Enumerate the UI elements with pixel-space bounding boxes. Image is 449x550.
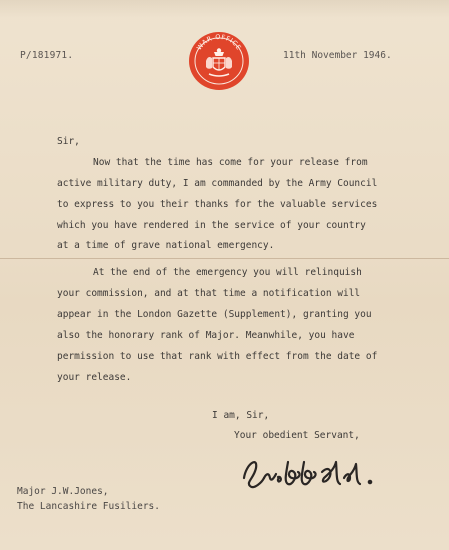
handwritten-signature <box>236 448 386 496</box>
reference-number: P/181971. <box>20 50 74 61</box>
letter-date: 11th November 1946. <box>283 50 392 61</box>
war-office-seal <box>187 30 251 92</box>
paragraph-1-line: which you have rendered in the service of your country <box>57 220 366 231</box>
recipient-name: Major J.W.Jones, <box>17 486 109 497</box>
recipient-unit: The Lancashire Fusiliers. <box>17 501 160 512</box>
seal-text: WAR OFFICE <box>195 32 243 52</box>
paragraph-1-line: active military duty, I am commanded by the Army Council <box>57 178 378 189</box>
paragraph-2-line: permission to use that rank with effect from the date of <box>57 351 378 362</box>
closing-line-1: I am, Sir, <box>212 410 270 421</box>
paragraph-2-line: your commission, and at that time a notification will <box>57 288 361 299</box>
paragraph-1-line: Now that the time has come for your release from <box>93 157 368 168</box>
paragraph-2-line: appear in the London Gazette (Supplement), granting you <box>57 309 372 320</box>
paragraph-2-line: At the end of the emergency you will relinquish <box>93 267 362 278</box>
paragraph-1-line: to express to you their thanks for the valuable services <box>57 199 378 210</box>
paragraph-2-line: also the honorary rank of Major. Meanwhile, you have <box>57 330 355 341</box>
fold-line <box>0 258 449 259</box>
top-edge-wear <box>0 0 449 18</box>
salutation: Sir, <box>57 136 80 147</box>
paragraph-2-line: your release. <box>57 372 132 383</box>
signature-text: Eric B. B. Speed. <box>311 494 322 495</box>
paragraph-1-line: at a time of grave national emergency. <box>57 240 275 251</box>
closing-line-2: Your obedient Servant, <box>234 430 360 441</box>
